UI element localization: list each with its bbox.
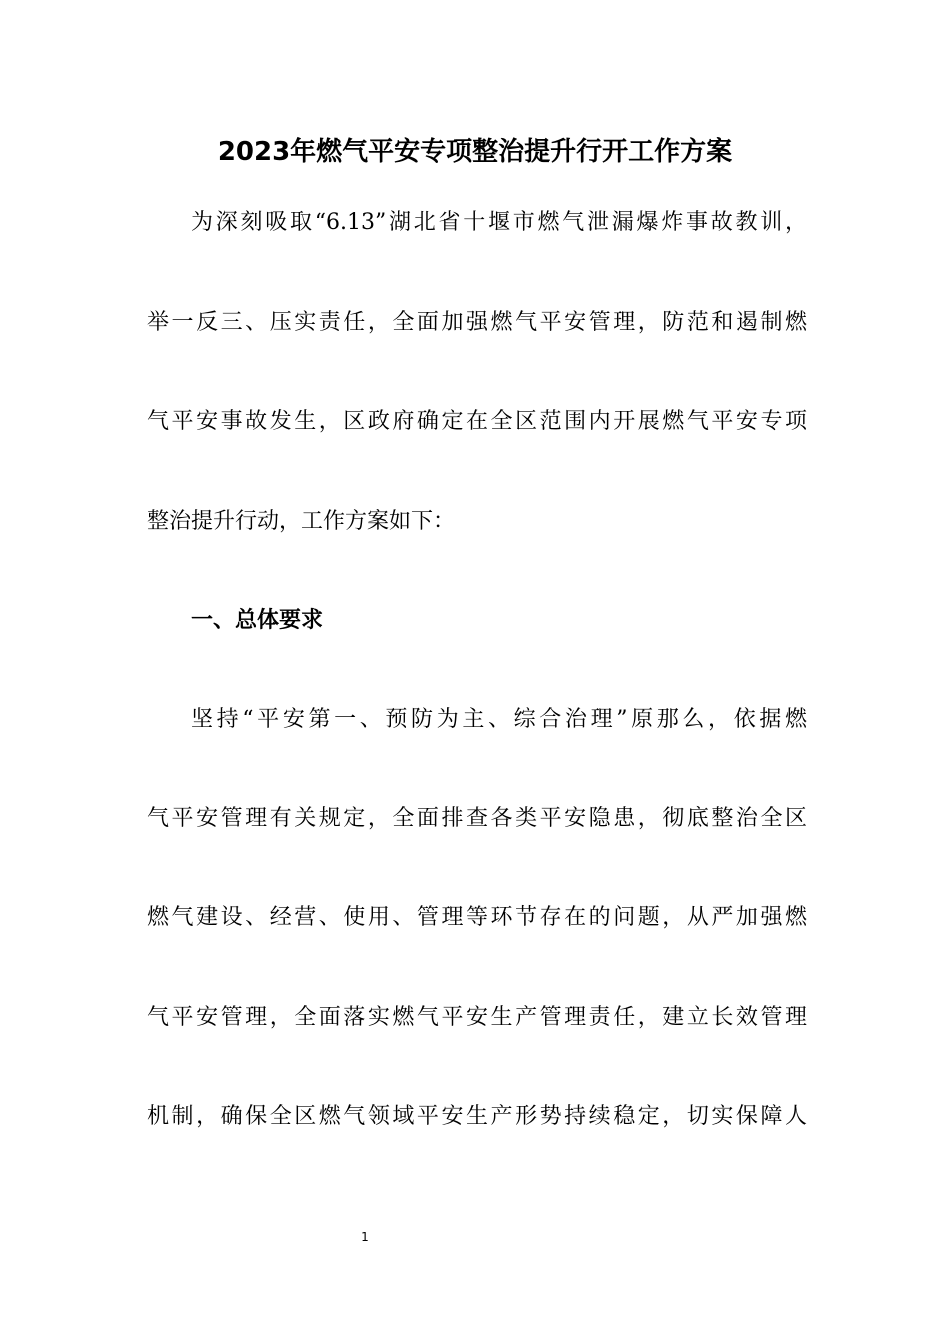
intro-line-2: 举一反三、压实责任，全面加强燃气平安管理，防范和遏制燃 [147,310,807,335]
intro-line-4: 整治提升行动，工作方案如下： [147,509,456,534]
intro-line-3: 气平安事故发生，区政府确定在全区范围内开展燃气平安专项 [147,409,807,434]
document-title: 2023年燃气平安专项整治提升行开工作方案 [217,137,733,167]
section-1-line-5: 机制，确保全区燃气领域平安生产形势持续稳定，切实保障人 [147,1104,807,1129]
page-number: 1 [361,1230,369,1244]
section-1-line-1: 坚持“平安第一、预防为主、综合治理”原那么，依据燃 [191,707,807,732]
section-1-line-4: 气平安管理，全面落实燃气平安生产管理责任，建立长效管理 [147,1005,807,1030]
section-1-line-2: 气平安管理有关规定，全面排查各类平安隐患，彻底整治全区 [147,806,807,831]
section-heading-1: 一、总体要求 [191,607,324,633]
intro-line-1: 为深刻吸取“6.13”湖北省十堰市燃气泄漏爆炸事故教训， [191,210,807,235]
section-1-line-3: 燃气建设、经营、使用、管理等环节存在的问题，从严加强燃 [147,905,807,930]
